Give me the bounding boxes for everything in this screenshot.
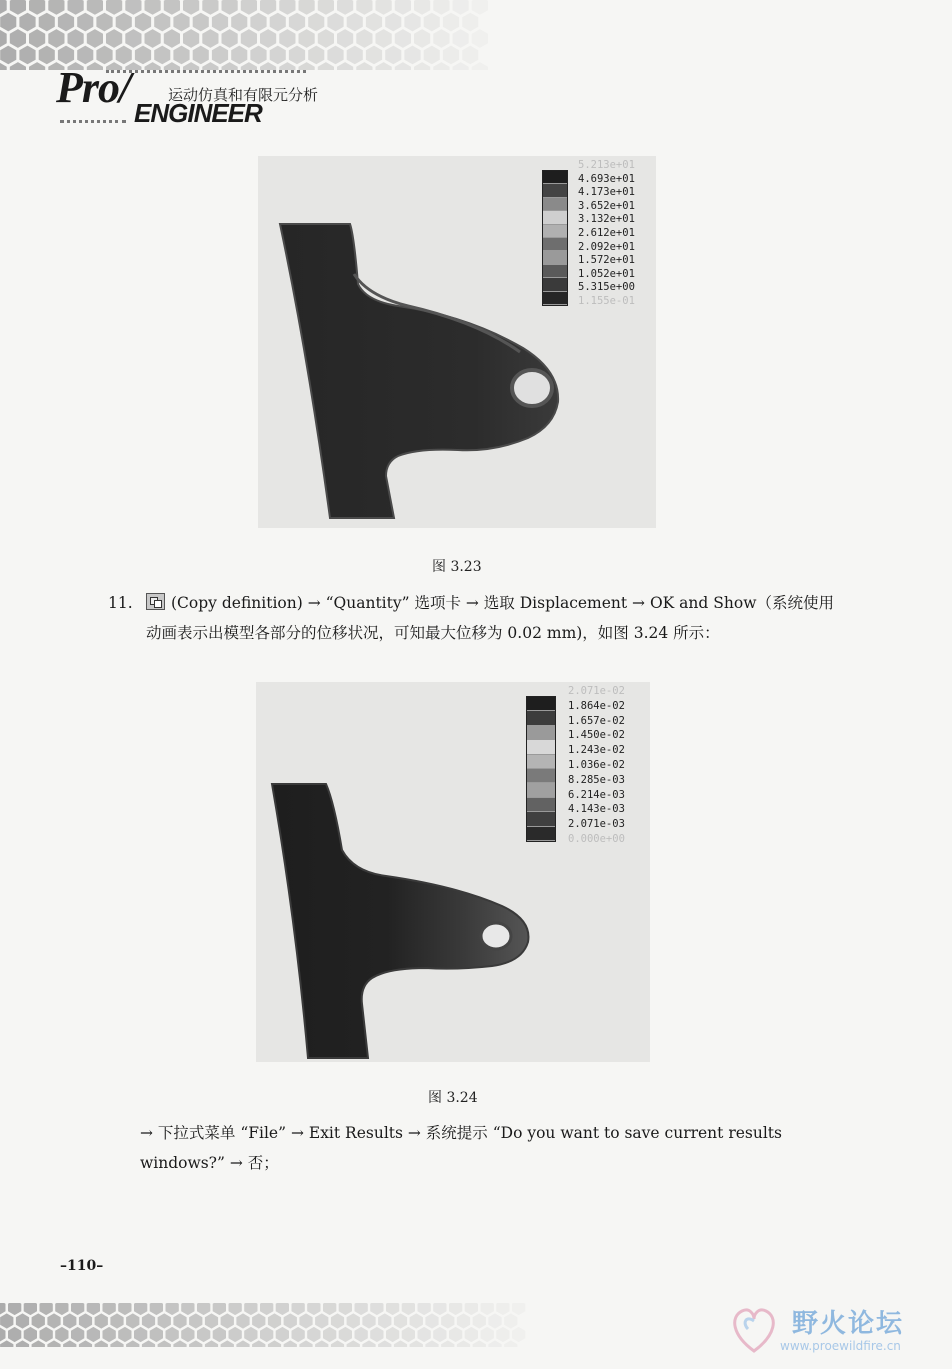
- hex-cell: [0, 29, 7, 48]
- hex-cell: [252, 1340, 265, 1347]
- book-subtitle: 运动仿真和有限元分析: [168, 86, 319, 104]
- logo-dots-top: [106, 70, 306, 73]
- hex-cell: [244, 1303, 257, 1315]
- hex-cell: [457, 1340, 470, 1347]
- hex-cell: [10, 0, 26, 15]
- hex-cell: [337, 0, 353, 15]
- hex-cell: [8, 1327, 21, 1342]
- hex-cell: [260, 1303, 273, 1315]
- hex-cell: [173, 1340, 186, 1347]
- legend-label: 3.652e+01: [578, 199, 635, 212]
- legend-label: 1.864e-02: [568, 699, 625, 712]
- hex-cell: [16, 1313, 29, 1328]
- hex-cell: [222, 0, 238, 15]
- legend-label: 2.071e-02: [568, 685, 625, 697]
- hex-cell: [260, 1327, 273, 1342]
- header-hex-pattern: [0, 0, 520, 70]
- hex-cell: [106, 0, 122, 15]
- hex-cell: [355, 1327, 368, 1342]
- hex-cell: [496, 1327, 509, 1342]
- legend-color-band: [527, 726, 555, 740]
- hex-cell: [221, 1340, 234, 1347]
- hex-cell: [433, 1303, 446, 1315]
- hex-cell: [63, 1340, 76, 1347]
- hex-cell: [142, 1340, 155, 1347]
- step-11-text-block: [146, 588, 848, 648]
- hex-cell: [441, 1313, 454, 1328]
- hex-cell: [116, 13, 132, 32]
- legend-label: 4.693e+01: [578, 172, 635, 185]
- hex-cell: [48, 0, 64, 15]
- hex-cell: [166, 1303, 179, 1315]
- hex-cell: [135, 13, 151, 32]
- hex-cell: [55, 1303, 68, 1315]
- step-number: 11.: [108, 594, 133, 612]
- hex-cell: [355, 1303, 368, 1315]
- hex-cell: [496, 1303, 509, 1315]
- hex-cell: [462, 46, 478, 65]
- hex-cell: [241, 0, 257, 15]
- hex-cell: [339, 1327, 352, 1342]
- hex-cell: [331, 1313, 344, 1328]
- hex-cell: [268, 1340, 281, 1347]
- watermark-url: www.proewildfire.cn: [780, 1339, 901, 1353]
- hex-cell: [260, 29, 276, 48]
- hex-cell: [394, 1340, 407, 1347]
- hex-cell: [376, 0, 392, 15]
- hex-cell: [462, 13, 478, 32]
- hex-cell: [414, 29, 430, 48]
- hex-cell: [39, 13, 55, 32]
- figure-3-23-stress-plot: [258, 156, 656, 528]
- hex-cell: [8, 1303, 21, 1315]
- hex-cell: [279, 0, 295, 15]
- hex-cell: [134, 1303, 147, 1315]
- copy-definition-icon: [146, 593, 165, 610]
- hex-cell: [252, 1313, 265, 1328]
- legend-label: 1.572e+01: [578, 254, 635, 267]
- hex-cell: [504, 1313, 517, 1328]
- legend-label: 2.612e+01: [578, 227, 635, 239]
- hex-cell: [205, 1340, 218, 1347]
- hex-cell: [24, 1327, 37, 1342]
- legend-label: 8.285e-03: [568, 773, 625, 786]
- hex-cell: [79, 1313, 92, 1328]
- logo-engineer: ENGINEER: [134, 98, 262, 128]
- legend-label: 1.450e-02: [568, 729, 625, 742]
- hex-cell: [229, 1327, 242, 1342]
- hex-cell: [418, 1303, 431, 1315]
- hex-cell: [395, 62, 411, 70]
- hex-cell: [404, 46, 420, 65]
- hex-cell: [299, 29, 315, 48]
- exit-results-paragraph: → 下拉式菜单 “File” → Exit Results → 系统提示 “Do you want to save current results windows?” → 否；: [140, 1124, 782, 1172]
- hex-cell: [315, 1313, 328, 1328]
- hex-cell: [0, 46, 16, 65]
- hex-cell: [58, 13, 74, 32]
- hex-cell: [378, 1313, 391, 1328]
- hex-cell: [362, 1313, 375, 1328]
- hex-cell: [193, 13, 209, 32]
- book-logo: [56, 62, 376, 132]
- hex-cell: [106, 29, 122, 48]
- legend-label: 1.657e-02: [568, 714, 625, 727]
- hex-cell: [47, 1340, 60, 1347]
- hex-cell: [0, 1340, 13, 1347]
- hex-cell: [68, 0, 84, 15]
- hex-cell: [77, 13, 93, 32]
- hex-cell: [299, 1340, 312, 1347]
- hex-cell: [24, 1303, 37, 1315]
- hex-cell: [183, 29, 199, 48]
- hex-cell: [323, 1303, 336, 1315]
- hex-cell: [414, 62, 430, 70]
- hex-cell: [402, 1303, 415, 1315]
- hex-cell: [236, 1313, 249, 1328]
- hex-cell: [212, 13, 228, 32]
- hex-cell: [29, 29, 45, 48]
- hex-cell: [158, 1340, 171, 1347]
- hex-cell: [395, 29, 411, 48]
- hex-cell: [443, 13, 459, 32]
- watermark-heart-icon: [724, 1299, 784, 1359]
- hex-cell: [370, 1303, 383, 1315]
- legend-label: 5.315e+00: [578, 281, 635, 294]
- legend-label: 2.071e-03: [568, 818, 625, 831]
- hex-cell: [173, 13, 189, 32]
- hex-cell: [279, 29, 295, 48]
- hex-cell: [308, 13, 324, 32]
- hex-cell: [183, 0, 199, 15]
- hex-cell: [197, 1327, 210, 1342]
- page-number: –110–: [60, 1258, 104, 1274]
- legend-color-band: [527, 769, 555, 783]
- legend-label: 2.092e+01: [578, 240, 635, 253]
- hex-cell: [150, 1327, 163, 1342]
- hex-cell: [166, 1327, 179, 1342]
- hex-cell: [323, 1327, 336, 1342]
- legend-color-band: [543, 292, 567, 305]
- hex-cell: [453, 0, 469, 15]
- hex-cell: [276, 1327, 289, 1342]
- stress-legend-bar: [542, 170, 568, 306]
- hex-cell: [453, 62, 469, 70]
- hex-cell: [125, 0, 141, 15]
- hex-cell: [16, 1340, 29, 1347]
- hex-cell: [276, 1303, 289, 1315]
- hex-cell: [473, 1313, 486, 1328]
- hex-cell: [453, 29, 469, 48]
- step-11-text: (Copy definition) → “Quantity” 选项卡 → 选取 Displacement → OK and Show（系统使用动画表示出模型各部分的位移状况，可知最大位移为 0.02 mm)，如图 3.24 所示：: [146, 594, 834, 642]
- hex-cell: [481, 1327, 494, 1342]
- legend-color-band: [527, 798, 555, 812]
- hex-cell: [10, 29, 26, 48]
- hex-cell: [0, 62, 7, 70]
- hex-cell: [270, 13, 286, 32]
- forum-watermark: [724, 1299, 934, 1361]
- hex-cell: [292, 1327, 305, 1342]
- legend-label: 1.155e-01: [578, 295, 635, 307]
- footer-hex-pattern: [0, 1303, 560, 1347]
- hex-cell: [443, 46, 459, 65]
- hex-cell: [126, 1313, 139, 1328]
- hex-cell: [125, 29, 141, 48]
- hex-cell: [71, 1303, 84, 1315]
- hex-cell: [457, 1313, 470, 1328]
- legend-color-band: [527, 711, 555, 725]
- hex-cell: [472, 62, 488, 70]
- hex-cell: [260, 0, 276, 15]
- hex-cell: [488, 1340, 501, 1347]
- hex-cell: [0, 13, 16, 32]
- legend-label: 5.213e+01: [578, 159, 635, 171]
- legend-color-band: [527, 783, 555, 797]
- hex-cell: [0, 1327, 6, 1342]
- legend-label: 4.173e+01: [578, 186, 635, 199]
- hex-cell: [473, 1340, 486, 1347]
- hex-cell: [126, 1340, 139, 1347]
- hex-cell: [202, 0, 218, 15]
- hex-cell: [71, 1327, 84, 1342]
- hex-cell: [337, 29, 353, 48]
- hex-cell: [0, 1303, 6, 1315]
- hex-cell: [284, 1340, 297, 1347]
- hex-cell: [154, 13, 170, 32]
- hex-cell: [32, 1340, 45, 1347]
- hex-cell: [418, 1327, 431, 1342]
- hex-cell: [268, 1313, 281, 1328]
- hex-cell: [449, 1303, 462, 1315]
- hex-cell: [404, 13, 420, 32]
- figure-3-23-caption: 图 3.23: [432, 559, 482, 575]
- hex-cell: [202, 29, 218, 48]
- hex-cell: [145, 0, 161, 15]
- hex-cell: [118, 1327, 131, 1342]
- hex-cell: [244, 1327, 257, 1342]
- figure-3-24-caption: 图 3.24: [428, 1090, 478, 1106]
- hex-cell: [441, 1340, 454, 1347]
- hex-cell: [32, 1313, 45, 1328]
- hex-cell: [197, 1303, 210, 1315]
- hex-cell: [386, 1327, 399, 1342]
- hex-cell: [55, 1327, 68, 1342]
- logo-pro: Pro/: [56, 63, 131, 112]
- displacement-legend-bar: [526, 696, 556, 842]
- hex-cell: [213, 1327, 226, 1342]
- hex-cell: [68, 29, 84, 48]
- hex-cell: [95, 1340, 108, 1347]
- hex-cell: [424, 46, 440, 65]
- hex-cell: [395, 0, 411, 15]
- hex-cell: [241, 29, 257, 48]
- legend-label: 6.214e-03: [568, 788, 625, 801]
- hex-cell: [318, 29, 334, 48]
- hex-cell: [40, 1327, 53, 1342]
- hex-cell: [164, 0, 180, 15]
- hex-cell: [424, 13, 440, 32]
- hex-cell: [236, 1340, 249, 1347]
- legend-color-band: [543, 211, 567, 224]
- hex-cell: [103, 1327, 116, 1342]
- legend-label: 1.243e-02: [568, 744, 625, 757]
- legend-color-band: [527, 755, 555, 769]
- hex-cell: [173, 1313, 186, 1328]
- hex-cell: [370, 1327, 383, 1342]
- hex-cell: [189, 1313, 202, 1328]
- hex-cell: [433, 62, 449, 70]
- watermark-title: 野火论坛: [792, 1309, 905, 1339]
- hex-cell: [318, 0, 334, 15]
- hex-cell: [87, 1303, 100, 1315]
- hex-cell: [449, 1327, 462, 1342]
- hex-cell: [339, 1303, 352, 1315]
- legend-color-band: [543, 238, 567, 251]
- hex-cell: [110, 1340, 123, 1347]
- hex-cell: [10, 62, 26, 70]
- hex-cell: [472, 0, 488, 15]
- hex-cell: [158, 1313, 171, 1328]
- legend-label: 3.132e+01: [578, 213, 635, 226]
- hex-cell: [231, 13, 247, 32]
- hex-cell: [229, 1303, 242, 1315]
- hex-cell: [347, 13, 363, 32]
- legend-color-band: [543, 265, 567, 278]
- figure-3-24-displacement-plot: [256, 682, 650, 1062]
- legend-color-band: [543, 171, 567, 184]
- legend-color-band: [527, 812, 555, 826]
- logo-dots-bottom: [60, 120, 126, 123]
- hex-cell: [0, 1313, 13, 1328]
- legend-color-band: [543, 198, 567, 211]
- hex-cell: [472, 29, 488, 48]
- hex-cell: [386, 1303, 399, 1315]
- hex-cell: [315, 1340, 328, 1347]
- hex-cell: [481, 1303, 494, 1315]
- hex-cell: [465, 1327, 478, 1342]
- hex-cell: [63, 1313, 76, 1328]
- hex-cell: [299, 0, 315, 15]
- hex-cell: [40, 1303, 53, 1315]
- hex-cell: [433, 29, 449, 48]
- hex-cell: [307, 1327, 320, 1342]
- legend-label: 1.052e+01: [578, 267, 635, 280]
- hex-cell: [504, 1340, 517, 1347]
- hex-cell: [433, 1327, 446, 1342]
- hex-cell: [307, 1303, 320, 1315]
- hex-cell: [142, 1313, 155, 1328]
- hex-cell: [39, 46, 55, 65]
- hex-cell: [181, 1327, 194, 1342]
- hex-cell: [356, 29, 372, 48]
- hex-cell: [150, 1303, 163, 1315]
- legend-label: 4.143e-03: [568, 803, 625, 816]
- hex-cell: [376, 29, 392, 48]
- legend-color-band: [543, 278, 567, 291]
- hex-cell: [433, 0, 449, 15]
- hex-cell: [145, 29, 161, 48]
- hex-cell: [19, 13, 35, 32]
- hex-cell: [289, 13, 305, 32]
- hex-cell: [366, 13, 382, 32]
- hex-cell: [164, 29, 180, 48]
- hex-cell: [103, 1303, 116, 1315]
- hex-cell: [425, 1313, 438, 1328]
- hex-cell: [29, 0, 45, 15]
- hex-cell: [465, 1303, 478, 1315]
- hex-cell: [0, 0, 7, 15]
- hex-cell: [356, 0, 372, 15]
- legend-color-band: [543, 184, 567, 197]
- hex-cell: [425, 1340, 438, 1347]
- hex-cell: [327, 13, 343, 32]
- hex-cell: [299, 1313, 312, 1328]
- hex-cell: [19, 46, 35, 65]
- hex-cell: [512, 1303, 525, 1315]
- hex-cell: [189, 1340, 202, 1347]
- hex-cell: [394, 1313, 407, 1328]
- hex-cell: [347, 1313, 360, 1328]
- hex-cell: [512, 1327, 525, 1342]
- legend-color-band: [527, 740, 555, 754]
- hex-cell: [347, 1340, 360, 1347]
- hex-cell: [95, 1313, 108, 1328]
- hex-cell: [222, 29, 238, 48]
- hex-cell: [362, 1340, 375, 1347]
- hex-cell: [87, 1327, 100, 1342]
- hex-cell: [48, 29, 64, 48]
- hex-cell: [118, 1303, 131, 1315]
- hex-cell: [284, 1313, 297, 1328]
- legend-color-band: [527, 827, 555, 841]
- legend-label: 1.036e-02: [568, 759, 625, 771]
- hex-cell: [410, 1340, 423, 1347]
- hex-cell: [87, 29, 103, 48]
- hex-cell: [414, 0, 430, 15]
- hex-cell: [385, 13, 401, 32]
- hex-cell: [47, 1313, 60, 1328]
- legend-label: 0.000e+00: [568, 833, 625, 845]
- hex-cell: [402, 1327, 415, 1342]
- hex-cell: [205, 1313, 218, 1328]
- hex-cell: [181, 1303, 194, 1315]
- legend-color-band: [543, 251, 567, 264]
- hex-cell: [410, 1313, 423, 1328]
- hex-cell: [221, 1313, 234, 1328]
- hex-cell: [292, 1303, 305, 1315]
- hex-cell: [488, 1313, 501, 1328]
- hex-cell: [110, 1313, 123, 1328]
- legend-color-band: [527, 697, 555, 711]
- hex-cell: [87, 0, 103, 15]
- hex-cell: [96, 13, 112, 32]
- legend-color-band: [543, 225, 567, 238]
- hex-cell: [213, 1303, 226, 1315]
- hex-cell: [378, 1340, 391, 1347]
- hex-cell: [376, 62, 392, 70]
- hex-cell: [331, 1340, 344, 1347]
- hex-cell: [250, 13, 266, 32]
- hex-cell: [134, 1327, 147, 1342]
- hex-cell: [385, 46, 401, 65]
- hex-cell: [79, 1340, 92, 1347]
- hex-cell: [29, 62, 45, 70]
